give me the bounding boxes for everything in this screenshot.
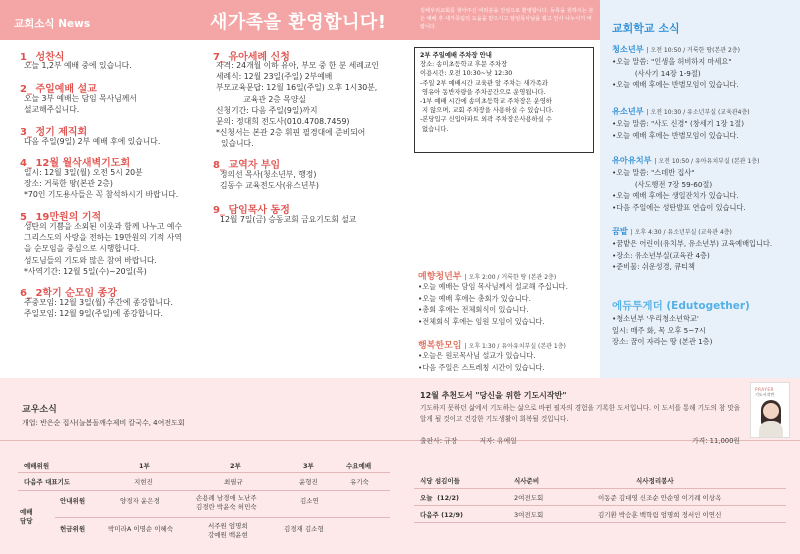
edutogether-title: 에듀투게더 (Edutogether) bbox=[612, 300, 750, 312]
member-news-body: 개업: 반은순 집사(늘봄돌깨수제비 칼국수, 4여전도회 bbox=[22, 419, 185, 427]
book-meta: 출판사: 규장 저자: 유예일 가격: 11,000원 bbox=[420, 437, 740, 445]
dream-field-body: •꿈밭은 어린이(유치부, 유소년부) 교육예배입니다. •장소: 유소년부실(교육관 4층) •준비물: 쉬운성경, 큐티책 bbox=[612, 239, 773, 271]
section-title: 6_ 2학기 순모임 종강 bbox=[20, 288, 117, 299]
book-description: 기도하지 못하던 삶에서 기도하는 삶으로 바뀐 필자의 경험을 기록한 도서입니다. 이 도서를 통해 기도의 참 맛을 알게 될 것이고 건강한 기도생활이 회복될 것입니다. bbox=[420, 404, 741, 423]
children-dept-body: •오늘 말씀: "사도 신경" (창세기 1장 1절) •오늘 예배 후에는 반별모임이 있습니다. bbox=[612, 119, 744, 140]
happy-meeting-body: •오늘은 원로목사님 설교가 있습니다. •다음 주일은 스트레칭 시간이 있습니다. bbox=[418, 351, 545, 372]
book-title: 12월 추천도서 "당신을 위한 기도시작반" bbox=[420, 391, 567, 400]
section-title: 2_ 주일예배 설교 bbox=[20, 84, 97, 95]
section-body: 오늘 3부 예배는 담임 목사님께서 설교해주십니다. bbox=[24, 94, 137, 115]
section-body: 일시: 12월 3일(월) 오전 5시 20분 장소: 거룩한 땅(본관 2층) *70인 기도용사들은 꼭 참석하시기 바랍니다. bbox=[24, 168, 179, 200]
section-title: 1_ 성찬식 bbox=[20, 52, 65, 63]
section-body: 정의선 목사(청소년부, 행정) 김동수 교육전도사(유스년부) bbox=[220, 170, 319, 191]
young-adults-title: 예향청년부 | 오후 2:00 / 거룩한 땅 (본관 2층) bbox=[418, 272, 557, 282]
section-body: 주중모임: 12월 3일(월) 주간에 종강합니다. 주일모임: 12월 9일(주일)에 종강합니다. bbox=[24, 298, 173, 319]
section-title: 7_ 유아세례 신청 bbox=[213, 52, 290, 63]
church-school-title: 교회학교 소식 bbox=[612, 22, 680, 35]
section-body: 성탄의 기쁨을 소외된 이웃과 함께 나누고 예수 그리스도의 사랑을 전하는 19만원의 기적 사역 을 순모임을 중심으로 시행합니다. 성도님들의 기도와 많은 참여 바랍니다. *사역기간: 12월 5일(수)~20일(목) bbox=[24, 222, 182, 276]
dream-field-title: 꿈밭 | 오후 4:30 / 유소년부실 (교육관 4층) bbox=[612, 226, 732, 236]
news-title: 교회소식 News bbox=[14, 18, 91, 30]
book-cover-image: PRAYER 기도시작반 bbox=[750, 382, 790, 438]
kinder-dept-title: 유아유치부 | 오전 10:50 / 유아유치부실 (본관 1층) bbox=[612, 155, 760, 165]
edutogether-body: •청소년부 '우리청소년학교' 일시: 매주 화, 목 오후 5~7시 장소: 꿈이 자라는 땅 (본관 1층) bbox=[612, 314, 713, 346]
welcome-note: 김해우리교회를 찾아주신 여러분을 진심으로 환영합니다. 등록을 원하시는 분은 예배 후 새가족팀의 도움을 받으시고 담임목사님을 뵙고 인사 나누시기 바랍니다. bbox=[420, 8, 594, 30]
parking-notice-box: 2부 주일예배 주차장 안내 장소: 송미초등학교 후문 주차장 이용시간: 오전 10:30~낮 12:30 -주일 2부 예배시간 교육관 앞 주차는 새가족과 영유아 동반자량을 주차공간으로 운영됩니다. -1부 예배 시간에 송미초등학교 주차장은 운영하 지 않으며, 교회 주차장을 사용하실 수 있습니다. -본당입구 신입아파트 외곽 주차장은사용하실 수 없습니다. bbox=[414, 47, 594, 153]
young-adults-body: •오늘 예배는 담임 목사님께서 설교해 주십니다. •오늘 예배 후에는 총회가 있습니다. •총회 후에는 전체회식이 있습니다. •전체회식 후에는 임원 모임이 있습니다. bbox=[418, 282, 568, 326]
header-bar bbox=[0, 0, 600, 40]
youth-dept-title: 청소년부 | 오전 10:50 / 거룩한 땅(본관 2층) bbox=[612, 44, 740, 54]
section-title: 3_ 정기 제직회 bbox=[20, 127, 88, 138]
kinder-dept-body: •오늘 말씀: "스데반 집사" (사도행전 7장 59-60절) •오늘 예배 후에는 생일잔치가 있습니다. •다음 주일에는 성탄발표 연습이 있습니다. bbox=[612, 168, 746, 212]
section-title: 8_ 교역자 부임 bbox=[213, 160, 281, 171]
section-body: 12월 7일(금) 승동교회 금요기도회 설교 bbox=[220, 215, 357, 224]
section-body: 오늘 1,2부 예배 중에 있습니다. bbox=[24, 61, 132, 70]
section-body: 자격: 24개월 이하 유아, 부모 중 한 분 세례교인 세례식: 12월 23일(주일) 2부예배 부모교육문답: 12월 16일(주일) 오후 1시30분, 교육관 2층 목양실 신청기간: 다음 주일(9일)까지 문의: 정대희 전도사(010.4708.7459) *신청서는 본관 2층 휘핀 필경대에 준비되어 있습니다. bbox=[216, 61, 379, 149]
section-title: 9_ 담임목사 동정 bbox=[213, 205, 290, 216]
welcome-title: 새가족을 환영합니다! bbox=[210, 12, 387, 33]
member-news-title: 교우소식 bbox=[22, 405, 57, 415]
section-body: 다음 주일(9일) 2부 예배 후에 있습니다. bbox=[24, 137, 161, 146]
youth-dept-body: •오늘 말씀: "인생을 허비하지 마세요" (사사기 14장 1-9절) •오늘 예배 후에는 반별모임이 있습니다. bbox=[612, 57, 739, 89]
section-title: 4_ 12월 월삭새벽기도회 bbox=[20, 158, 131, 169]
section-title: 5_ 19만원의 기적 bbox=[20, 212, 102, 223]
happy-meeting-title: 행복한모임 | 오후 1:30 / 유아유치부실 (본관 1층) bbox=[418, 341, 566, 351]
children-dept-title: 유소년부 | 오전 10:30 / 유소년부실 (교육관4층) bbox=[612, 106, 750, 116]
